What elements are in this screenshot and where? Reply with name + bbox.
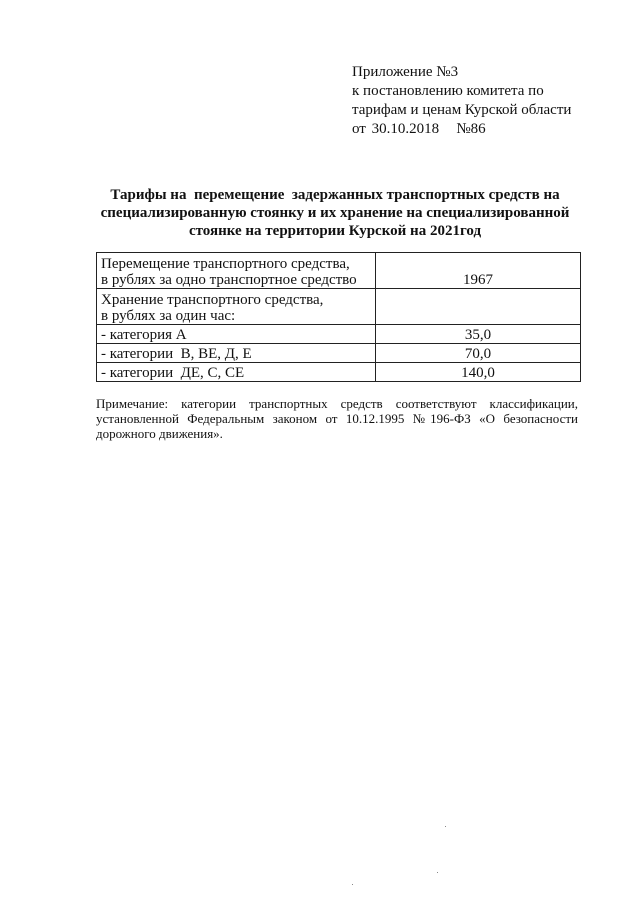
table-cell-label <box>97 253 376 289</box>
title-line-2: специализированную стоянку и их хранение на специализированной <box>100 205 570 221</box>
table-row-storage-heading <box>97 289 581 325</box>
label-line: в рублях за одно транспортное средство <box>101 272 357 288</box>
document-title <box>80 186 590 240</box>
label-line: в рублях за один час: <box>101 308 236 324</box>
table-cell-value <box>376 289 581 325</box>
table-cell-value: 140,0 <box>376 363 581 382</box>
tariff-table <box>96 252 581 382</box>
table-cell-label: - категории В, ВЕ, Д, Е <box>97 344 376 363</box>
table-cell-label: - категория А <box>97 325 376 344</box>
table-cell-value: 1967 <box>376 253 581 289</box>
note-paragraph: Примечание: категории транспортных средств соответствуют классификации, установленной Федеральным законом от 10.12.1995 №196-ФЗ «О безопасности дорожного движения». <box>96 396 578 441</box>
title-line-1: Тарифы на перемещение задержанных транспортных средств на <box>110 187 560 203</box>
table-cell-label <box>97 289 376 325</box>
label-line: Перемещение транспортного средства, <box>101 256 350 272</box>
label-line: Хранение транспортного средства, <box>101 292 324 308</box>
table-row-category-a <box>97 325 581 344</box>
table-row-category-de <box>97 363 581 382</box>
appendix-line-resolution: к постановлению комитета по <box>352 83 544 99</box>
title-line-3: стоянке на территории Курской на 2021год <box>188 223 482 239</box>
appendix-header <box>352 63 622 139</box>
scan-speck <box>445 826 446 827</box>
appendix-line-committee: тарифам и ценам Курской области <box>352 102 572 118</box>
table-cell-value: 70,0 <box>376 344 581 363</box>
table-row-transport <box>97 253 581 289</box>
scan-speck <box>437 872 438 873</box>
appendix-date-number: от 30.10.2018 №86 <box>352 121 486 137</box>
table-row-category-b <box>97 344 581 363</box>
table-cell-value: 35,0 <box>376 325 581 344</box>
scan-speck <box>352 884 353 885</box>
table-cell-label: - категории ДЕ, С, СЕ <box>97 363 376 382</box>
appendix-number: Приложение №3 <box>352 64 459 80</box>
